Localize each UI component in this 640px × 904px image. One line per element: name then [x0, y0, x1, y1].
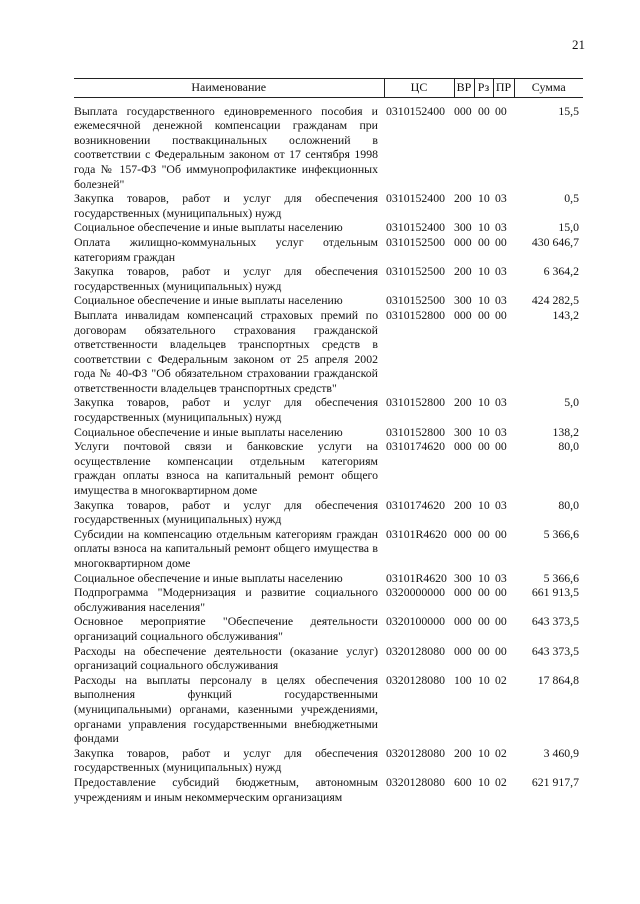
cell-sum: 80,0 [558, 497, 579, 512]
table-row [74, 527, 583, 571]
table-row [74, 746, 583, 775]
cell-vr: 200 [454, 395, 472, 410]
cell-pr: 00 [495, 585, 507, 600]
cell-sum: 3 460,9 [543, 745, 579, 760]
cell-name: Выплата инвалидам компенсаций страховых премий по договорам обязательного страхования гражданской ответственности владельцев транспортных средств в соответствии с Федеральным законом от 25 апреля 2002 года № 40-ФЗ "Об обязательном страховании гражданской ответственности владельцев транспортных средств" [74, 307, 378, 395]
cell-pr: 03 [495, 395, 507, 410]
cell-sum: 6 364,2 [543, 264, 579, 279]
table-row [74, 498, 583, 527]
cell-pr: 00 [495, 307, 507, 322]
cell-sum: 138,2 [552, 424, 579, 439]
budget-table [74, 78, 583, 804]
table-row [74, 235, 583, 264]
cell-rz: 10 [478, 220, 490, 235]
cell-vr: 200 [454, 497, 472, 512]
cell-sum: 643 373,5 [531, 643, 579, 658]
table-row [74, 571, 583, 586]
cell-cs: 0320128080 [386, 643, 445, 658]
cell-vr: 600 [454, 774, 472, 789]
cell-rz: 10 [478, 264, 490, 279]
cell-vr: 000 [454, 439, 472, 454]
cell-name: Социальное обеспечение и иные выплаты населению [74, 570, 343, 585]
cell-cs: 03101R4620 [386, 570, 447, 585]
cell-cs: 0310152800 [386, 395, 445, 410]
cell-pr: 03 [495, 220, 507, 235]
cell-vr: 000 [454, 614, 472, 629]
table-header [74, 79, 583, 98]
cell-vr: 200 [454, 745, 472, 760]
cell-vr: 100 [454, 672, 472, 687]
cell-sum: 661 913,5 [531, 585, 579, 600]
cell-cs: 0320128080 [386, 745, 445, 760]
cell-cs: 0310152500 [386, 234, 445, 249]
cell-cs: 0310174620 [386, 439, 445, 454]
cell-cs: 0310152800 [386, 424, 445, 439]
cell-cs: 0310174620 [386, 497, 445, 512]
cell-pr: 03 [495, 264, 507, 279]
cell-cs: 0310152800 [386, 307, 445, 322]
cell-rz: 10 [478, 745, 490, 760]
cell-vr: 200 [454, 264, 472, 279]
cell-rz: 00 [478, 585, 490, 600]
cell-name: Закупка товаров, работ и услуг для обеспечения государственных (муниципальных) нужд [74, 745, 378, 775]
table-row [74, 614, 583, 643]
cell-cs: 0310152400 [386, 220, 445, 235]
cell-vr: 300 [454, 293, 472, 308]
cell-rz: 10 [478, 672, 490, 687]
cell-rz: 10 [478, 497, 490, 512]
header-cs: ЦС [384, 79, 454, 98]
table-body [74, 97, 583, 804]
cell-sum: 621 917,7 [531, 774, 579, 789]
cell-cs: 0320100000 [386, 614, 445, 629]
cell-vr: 300 [454, 570, 472, 585]
cell-name: Расходы на выплаты персоналу в целях обеспечения выполнения функций государственными (муниципальными) органами, казенными учреждениями, органами управления государственными внебюджетными фондами [74, 672, 378, 746]
cell-rz: 10 [478, 395, 490, 410]
cell-rz: 00 [478, 614, 490, 629]
cell-name: Предоставление субсидий бюджетным, автономным учреждениям и иным некоммерческим организациям [74, 774, 378, 804]
cell-vr: 000 [454, 643, 472, 658]
cell-sum: 643 373,5 [531, 614, 579, 629]
cell-rz: 00 [478, 234, 490, 249]
cell-cs: 0320128080 [386, 672, 445, 687]
cell-pr: 03 [495, 497, 507, 512]
cell-name: Оплата жилищно-коммунальных услуг отдельным категориям граждан [74, 234, 378, 264]
cell-cs: 03101R4620 [386, 526, 447, 541]
cell-pr: 03 [495, 424, 507, 439]
cell-name: Субсидии на компенсацию отдельным категориям граждан оплаты взноса на капитальный ремонт общего имущества в многоквартирном доме [74, 526, 378, 570]
cell-cs: 0310152400 [386, 103, 445, 118]
cell-rz: 10 [478, 570, 490, 585]
cell-cs: 0310152500 [386, 264, 445, 279]
cell-pr: 02 [495, 774, 507, 789]
cell-name: Услуги почтовой связи и банковские услуги на осуществление компенсации отдельным категориям граждан оплаты взноса на капитальный ремонт общего имущества в многоквартирном доме [74, 439, 378, 498]
table-row [74, 425, 583, 440]
cell-sum: 15,0 [558, 220, 579, 235]
cell-pr: 03 [495, 191, 507, 206]
cell-pr: 00 [495, 234, 507, 249]
cell-rz: 10 [478, 424, 490, 439]
cell-rz: 10 [478, 293, 490, 308]
cell-vr: 300 [454, 220, 472, 235]
cell-cs: 0310152400 [386, 191, 445, 206]
cell-name: Закупка товаров, работ и услуг для обеспечения государственных (муниципальных) нужд [74, 395, 378, 425]
cell-sum: 80,0 [558, 439, 579, 454]
cell-rz: 00 [478, 526, 490, 541]
cell-rz: 00 [478, 439, 490, 454]
cell-rz: 10 [478, 774, 490, 789]
cell-sum: 17 864,8 [537, 672, 579, 687]
cell-sum: 424 282,5 [531, 293, 579, 308]
cell-sum: 0,5 [564, 191, 579, 206]
cell-sum: 5 366,6 [543, 570, 579, 585]
cell-name: Основное мероприятие "Обеспечение деятельности организаций социального обслуживания" [74, 614, 378, 643]
cell-vr: 000 [454, 585, 472, 600]
header-pr: ПР [493, 79, 514, 98]
cell-pr: 00 [495, 439, 507, 454]
cell-pr: 02 [495, 745, 507, 760]
cell-name: Подпрограмма "Модернизация и развитие социального обслуживания населения" [74, 585, 378, 614]
cell-sum: 5 366,6 [543, 526, 579, 541]
cell-rz: 10 [478, 191, 490, 206]
cell-name: Закупка товаров, работ и услуг для обеспечения государственных (муниципальных) нужд [74, 264, 378, 293]
cell-name: Расходы на обеспечение деятельности (оказание услуг) организаций социального обслуживания [74, 643, 378, 673]
table-row [74, 775, 583, 804]
table-row [74, 191, 583, 220]
cell-pr: 00 [495, 526, 507, 541]
page-number: 21 [572, 37, 585, 52]
cell-vr: 000 [454, 307, 472, 322]
cell-cs: 0310152500 [386, 293, 445, 308]
cell-rz: 00 [478, 643, 490, 658]
cell-cs: 0320000000 [386, 585, 445, 600]
cell-sum: 15,5 [558, 103, 579, 118]
cell-name: Социальное обеспечение и иные выплаты населению [74, 424, 343, 439]
header-sum: Сумма [514, 79, 583, 98]
cell-pr: 02 [495, 672, 507, 687]
header-vr: ВР [454, 79, 474, 98]
table-row [74, 439, 583, 497]
cell-sum: 5,0 [564, 395, 579, 410]
cell-vr: 000 [454, 234, 472, 249]
cell-vr: 200 [454, 191, 472, 206]
header-name: Наименование [74, 79, 384, 98]
cell-sum: 430 646,7 [531, 234, 579, 249]
cell-name: Закупка товаров, работ и услуг для обеспечения государственных (муниципальных) нужд [74, 497, 378, 527]
cell-name: Социальное обеспечение и иные выплаты населению [74, 220, 343, 235]
cell-vr: 000 [454, 103, 472, 118]
cell-rz: 00 [478, 103, 490, 118]
table-row [74, 220, 583, 235]
cell-pr: 00 [495, 643, 507, 658]
cell-pr: 03 [495, 570, 507, 585]
cell-pr: 00 [495, 103, 507, 118]
table-row [74, 673, 583, 746]
table-row [74, 308, 583, 396]
cell-name: Социальное обеспечение и иные выплаты населению [74, 293, 343, 308]
table-row [74, 97, 583, 191]
cell-rz: 00 [478, 307, 490, 322]
table-row [74, 644, 583, 673]
cell-vr: 000 [454, 526, 472, 541]
cell-pr: 03 [495, 293, 507, 308]
cell-vr: 300 [454, 424, 472, 439]
table-row [74, 293, 583, 308]
cell-name: Выплата государственного единовременного пособия и ежемесячной денежной компенсации гражданам при возникновении поствакцинальных осложнений в соответствии с Федеральным законом от 17 сентября 1998 года № 157-ФЗ "Об иммунопрофилактике инфекционных болезней" [74, 103, 378, 191]
table-row [74, 264, 583, 293]
table-row [74, 395, 583, 424]
cell-cs: 0320128080 [386, 774, 445, 789]
cell-sum: 143,2 [552, 307, 579, 322]
header-rz: Рз [474, 79, 493, 98]
cell-pr: 00 [495, 614, 507, 629]
table-row [74, 585, 583, 614]
cell-name: Закупка товаров, работ и услуг для обеспечения государственных (муниципальных) нужд [74, 191, 378, 220]
